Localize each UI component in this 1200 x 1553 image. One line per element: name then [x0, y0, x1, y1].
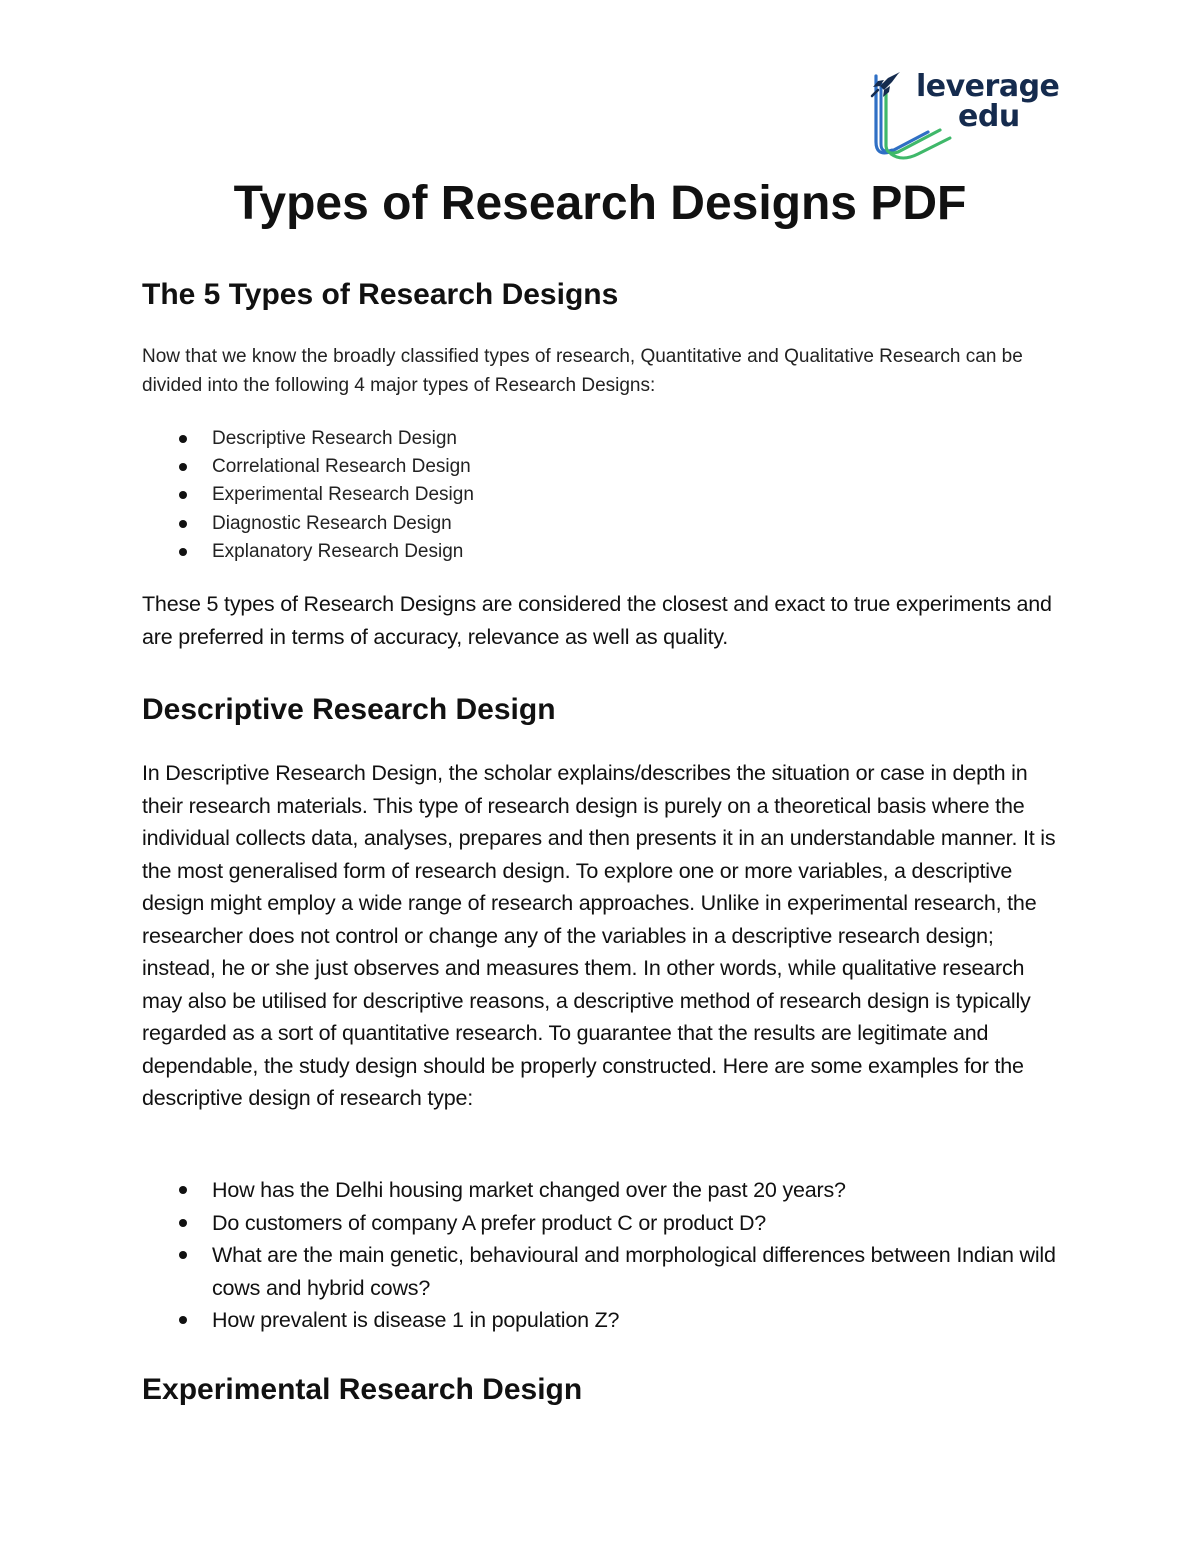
bullet-icon [179, 1219, 187, 1227]
list-item: What are the main genetic, behavioural and morphological differences between Indian wild cows and hybrid cows? [142, 1239, 1062, 1304]
leverage-edu-logo [870, 70, 1070, 170]
section-heading-descriptive: Descriptive Research Design [142, 693, 556, 726]
document-title: Types of Research Designs PDF [233, 177, 967, 230]
list-item: Descriptive Research Design [142, 425, 1042, 453]
list-item: How has the Delhi housing market changed over the past 20 years? [142, 1174, 1062, 1207]
intro-paragraph: Now that we know the broadly classified types of research, Quantitative and Qualitative Research can be divided into the following 4 major types of Research Designs: [142, 346, 1023, 396]
section-heading-experimental: Experimental Research Design [142, 1373, 583, 1406]
rocket-icon [870, 70, 904, 98]
list-item: Explanatory Research Design [142, 538, 1042, 566]
bullet-icon [179, 1186, 187, 1194]
logo-text-edu: edu [958, 99, 1020, 134]
bullet-icon [179, 520, 187, 528]
logo-text-leverage: leverage [916, 69, 1060, 104]
conclusion-paragraph: These 5 types of Research Designs are considered the closest and exact to true experiments and are preferred in terms of accuracy, relevance as well as quality. [142, 592, 1052, 649]
descriptive-examples-list [142, 1174, 1062, 1337]
bullet-icon [179, 1316, 187, 1324]
list-item: How prevalent is disease 1 in population Z? [142, 1304, 1062, 1337]
list-item: Do customers of company A prefer product C or product D? [142, 1207, 1062, 1240]
bullet-icon [179, 548, 187, 556]
bullet-icon [179, 463, 187, 471]
list-item: Correlational Research Design [142, 453, 1042, 481]
descriptive-paragraph: In Descriptive Research Design, the scholar explains/describes the situation or case in depth in their research materials. This type of research design is purely on a theoretical basis where the individual collects data, analyses, prepares and then presents it in an understandable manner. It is the most generalised form of research design. To explore one or more variables, a descriptive design might employ a wide range of research approaches. Unlike in experimental research, the researcher does not control or change any of the variables in a descriptive research design; instead, he or she just observes and measures them. In other words, while qualitative research may also be utilised for descriptive reasons, a descriptive method of research design is typically regarded as a sort of quantitative research. To guarantee that the results are legitimate and dependable, the study design should be properly constructed. Here are some examples for the descriptive design of research type: [142, 761, 1056, 1110]
list-item: Diagnostic Research Design [142, 510, 1042, 538]
bullet-icon [179, 435, 187, 443]
bullet-icon [179, 491, 187, 499]
bullet-icon [179, 1251, 187, 1259]
section-heading-types: The 5 Types of Research Designs [142, 278, 619, 311]
list-item: Experimental Research Design [142, 481, 1042, 509]
research-design-types-list [142, 425, 1042, 566]
